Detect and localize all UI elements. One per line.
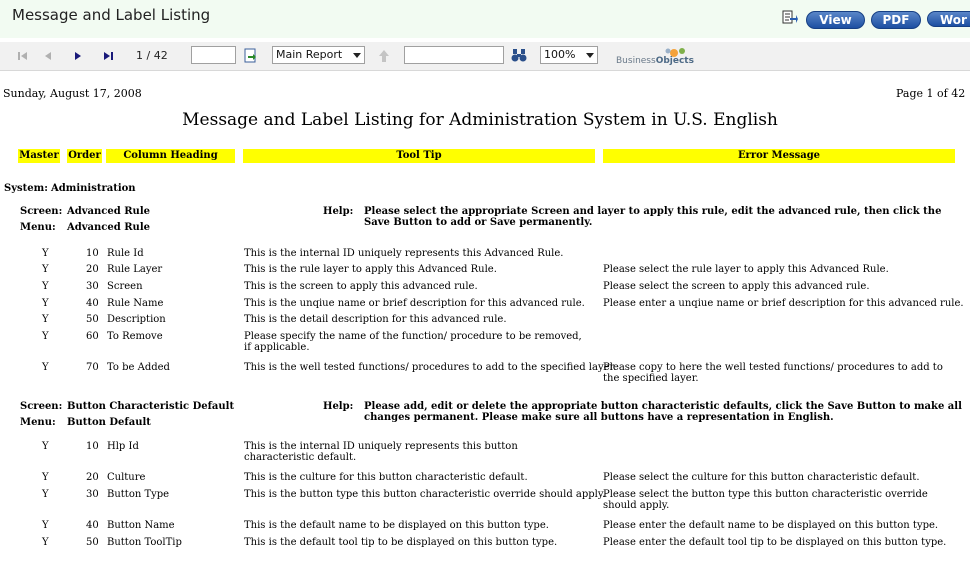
row-tooltip: This is the screen to apply this advanced rule. bbox=[244, 281, 478, 292]
business-objects-wordmark: BusinessObjects bbox=[616, 56, 694, 66]
chevron-down-icon bbox=[586, 53, 594, 58]
row-tooltip: This is the detail description for this advanced rule. bbox=[244, 314, 507, 325]
zoom-selector-value: 100% bbox=[544, 48, 576, 61]
column-header-order: Order bbox=[68, 150, 101, 161]
system-name: Administration bbox=[51, 183, 136, 194]
row-order: 40 bbox=[86, 520, 99, 531]
goto-page-icon[interactable] bbox=[243, 48, 259, 64]
row-heading: Hlp Id bbox=[107, 441, 139, 452]
row-master: Y bbox=[42, 264, 49, 275]
row-error: Please select the culture for this button characteristic default. bbox=[603, 472, 920, 483]
window-title: Message and Label Listing bbox=[12, 6, 211, 24]
row-error: Please enter the default tool tip to be displayed on this button type. bbox=[603, 537, 947, 548]
section-menu-name: Button Default bbox=[67, 417, 151, 428]
row-master: Y bbox=[42, 489, 49, 500]
row-error: Please enter a unqiue name or brief description for this advanced rule. bbox=[603, 298, 964, 309]
screen-label: Screen: bbox=[20, 401, 63, 412]
row-master: Y bbox=[42, 314, 49, 325]
row-tooltip: This is the internal ID uniquely represents this Advanced Rule. bbox=[244, 248, 564, 259]
row-master: Y bbox=[42, 362, 49, 373]
column-header-heading: Column Heading bbox=[106, 149, 235, 163]
row-heading: Rule Id bbox=[107, 248, 144, 259]
drill-up-icon[interactable] bbox=[378, 49, 390, 63]
help-label: Help: bbox=[323, 206, 354, 217]
row-heading: To be Added bbox=[107, 362, 170, 373]
section-screen-name: Button Characteristic Default bbox=[67, 401, 235, 412]
menu-label: Menu: bbox=[20, 222, 56, 233]
goto-page-input[interactable] bbox=[191, 46, 236, 64]
row-order: 10 bbox=[86, 441, 99, 452]
row-order: 30 bbox=[86, 281, 99, 292]
row-master: Y bbox=[42, 520, 49, 531]
row-tooltip: This is the rule layer to apply this Advanced Rule. bbox=[244, 264, 497, 275]
row-order: 50 bbox=[86, 537, 99, 548]
report-selector[interactable] bbox=[272, 46, 365, 64]
section-help-text: Please add, edit or delete the appropriate button characteristic defaults, click the Save Button to make all changes permanent. Please make sure all buttons have a representation in English. bbox=[364, 401, 962, 423]
business-objects-logo bbox=[616, 47, 696, 67]
help-label: Help: bbox=[323, 401, 354, 412]
row-order: 20 bbox=[86, 472, 99, 483]
row-order: 50 bbox=[86, 314, 99, 325]
row-master: Y bbox=[42, 248, 49, 259]
zoom-selector[interactable] bbox=[540, 46, 598, 64]
row-error: Please select the button type this button characteristic override should apply. bbox=[603, 489, 928, 511]
row-master: Y bbox=[42, 298, 49, 309]
row-tooltip: This is the button type this button characteristic override should apply. bbox=[244, 489, 606, 500]
row-heading: To Remove bbox=[107, 331, 163, 342]
row-master: Y bbox=[42, 281, 49, 292]
report-date: Sunday, August 17, 2008 bbox=[3, 87, 142, 100]
row-tooltip: This is the well tested functions/ procedures to add to the specified layer. bbox=[244, 362, 617, 373]
menu-label: Menu: bbox=[20, 417, 56, 428]
page-indicator: 1 / 42 bbox=[136, 49, 168, 62]
export-icon[interactable] bbox=[782, 9, 798, 25]
word-button[interactable]: Wor bbox=[927, 11, 970, 27]
row-error: Please enter the default name to be displayed on this button type. bbox=[603, 520, 939, 531]
row-heading: Rule Layer bbox=[107, 264, 163, 275]
row-heading: Button Type bbox=[107, 489, 170, 500]
column-header-error: Error Message bbox=[603, 149, 955, 163]
row-order: 70 bbox=[86, 362, 99, 373]
row-tooltip: This is the unqiue name or brief description for this advanced rule. bbox=[244, 298, 585, 309]
row-master: Y bbox=[42, 472, 49, 483]
binoculars-search-icon[interactable] bbox=[511, 48, 527, 63]
screen-label: Screen: bbox=[20, 206, 63, 217]
search-input[interactable] bbox=[404, 46, 504, 64]
row-master: Y bbox=[42, 441, 49, 452]
column-header-master: Master bbox=[19, 150, 59, 161]
row-error: Please select the screen to apply this advanced rule. bbox=[603, 281, 870, 292]
row-order: 20 bbox=[86, 264, 99, 275]
row-tooltip: This is the default name to be displayed on this button type. bbox=[244, 520, 549, 531]
section-menu-name: Advanced Rule bbox=[67, 222, 150, 233]
row-error: Please select the rule layer to apply this Advanced Rule. bbox=[603, 264, 889, 275]
row-order: 30 bbox=[86, 489, 99, 500]
row-order: 40 bbox=[86, 298, 99, 309]
row-order: 60 bbox=[86, 331, 99, 342]
section-screen-name: Advanced Rule bbox=[67, 206, 150, 217]
row-heading: Button Name bbox=[107, 520, 175, 531]
row-heading: Rule Name bbox=[107, 298, 164, 309]
report-title: Message and Label Listing for Administration System in U.S. English bbox=[182, 110, 778, 130]
row-tooltip: This is the internal ID uniquely represents this button characteristic default. bbox=[244, 441, 518, 463]
row-master: Y bbox=[42, 537, 49, 548]
row-tooltip: Please specify the name of the function/ procedure to be removed, if applicable. bbox=[244, 331, 582, 353]
row-heading: Culture bbox=[107, 472, 146, 483]
system-label: System: bbox=[4, 183, 48, 194]
next-page-icon[interactable] bbox=[72, 50, 84, 62]
previous-page-icon[interactable] bbox=[42, 50, 54, 62]
row-master: Y bbox=[42, 331, 49, 342]
view-button[interactable]: View bbox=[806, 11, 865, 29]
report-toolbar bbox=[0, 42, 970, 71]
chevron-down-icon bbox=[353, 53, 361, 58]
row-tooltip: This is the culture for this button characteristic default. bbox=[244, 472, 528, 483]
first-page-icon[interactable] bbox=[17, 50, 29, 62]
report-page-number: Page 1 of 42 bbox=[896, 87, 966, 100]
row-tooltip: This is the default tool tip to be displayed on this button type. bbox=[244, 537, 558, 548]
section-help-text: Please select the appropriate Screen and layer to apply this rule, edit the advanced rule, then click the Save Button to add or Save permanently. bbox=[364, 206, 942, 228]
column-header-tooltip: Tool Tip bbox=[243, 149, 595, 163]
row-error: Please copy to here the well tested functions/ procedures to add to the specified layer. bbox=[603, 362, 943, 384]
row-heading: Button ToolTip bbox=[107, 537, 182, 548]
row-heading: Description bbox=[107, 314, 166, 325]
pdf-button[interactable]: PDF bbox=[871, 11, 921, 29]
row-order: 10 bbox=[86, 248, 99, 259]
report-selector-value: Main Report bbox=[276, 48, 343, 61]
last-page-icon[interactable] bbox=[102, 50, 114, 62]
title-bar bbox=[0, 0, 970, 38]
row-heading: Screen bbox=[107, 281, 143, 292]
